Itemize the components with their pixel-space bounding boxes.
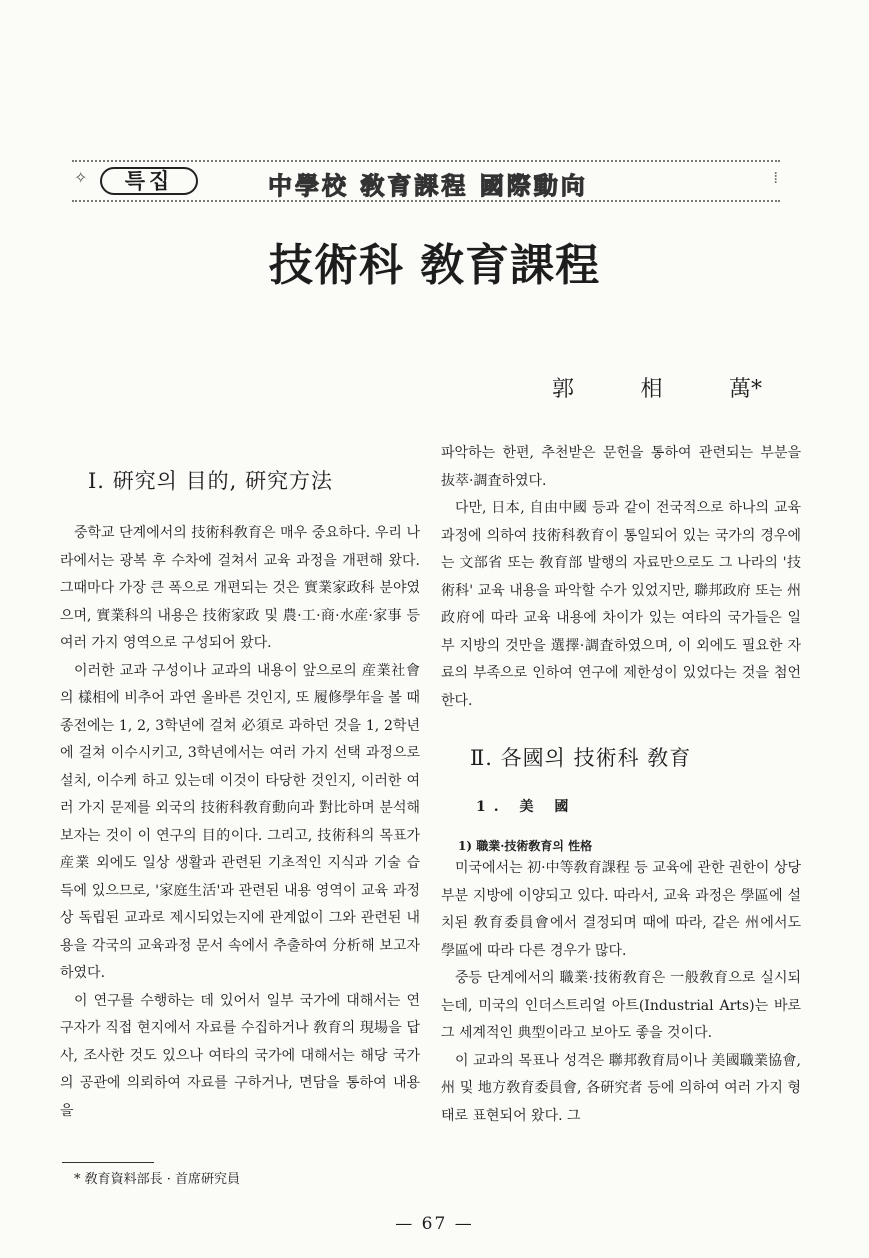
paragraph: 이 교과의 목표나 성격은 聯邦敎育局이나 美國職業協會, 州 및 地方敎育委員會, 各硏究者 등에 의하여 여러 가지 형태로 표현되어 왔다. 그 xyxy=(441,1052,801,1124)
footnote-divider xyxy=(62,1162,154,1163)
special-feature-banner xyxy=(72,160,780,202)
author-name-part: 郭 xyxy=(552,377,575,402)
paragraph: 파악하는 한편, 추천받은 문헌을 통하여 관련되는 부분을 抜萃·調査하였다. xyxy=(441,445,801,489)
footnote: * 敎育資料部長 · 首席硏究員 xyxy=(74,1172,241,1187)
right-column-body-bottom xyxy=(441,855,801,1130)
author-name-part: 萬* xyxy=(728,377,762,402)
section-2-heading: Ⅱ. 各國의 技術科 敎育 xyxy=(470,746,692,770)
article-title: 技術科 敎育課程 xyxy=(268,240,601,291)
left-column-body xyxy=(60,520,420,1125)
paragraph: 이 연구를 수행하는 데 있어서 일부 국가에 대해서는 연구자가 직접 현지에서 자료를 수집하거나 敎育의 現場을 답사, 조사한 것도 있으나 여타의 국가에 대해서는 해당 국가의 공관에 의뢰하여 자료를 구하거나, 면담을 통하여 내용을 xyxy=(60,992,420,1119)
subsection-heading-usa: 1. 美 國 xyxy=(476,799,577,815)
feature-tag: 특집 xyxy=(100,167,198,195)
page-number: — 67 — xyxy=(395,1214,474,1234)
feature-series-title: 中學校 敎育課程 國際動向 xyxy=(268,171,588,200)
banner-end-ornament-icon: ⁞ xyxy=(773,168,778,187)
paragraph: 미국에서는 初·中等敎育課程 등 교육에 관한 권한이 상당 부분 지방에 이양되고 있다. 따라서, 교육 과정은 學區에 설치된 敎育委員會에서 결정되며 때에 따라, 같은 州에서도 學區에 따라 다른 경우가 많다. xyxy=(441,860,801,959)
paragraph: 이러한 교과 구성이나 교과의 내용이 앞으로의 産業社會의 樣相에 비추어 과연 올바른 것인지, 또 履修學年을 볼 때 종전에는 1, 2, 3학년에 걸쳐 必須로 과하던 것을 1, 2학년에 걸쳐 이수시키고, 3학년에서는 여러 가지 선택 과정으로 설치, 이수케 하고 있는데 이것이 타당한 것인지, 이러한 여러 가지 문제를 외국의 技術科敎育動向과 對比하며 분석해 보자는 것이 이 연구의 目的이다. 그리고, 技術科의 목표가 産業 외에도 일상 생활과 관련된 기초적인 지식과 기술 습득에 있으므로, '家庭生活'과 관련된 내용 영역이 교육 과정상 독립된 교과로 제시되었는지에 관계없이 그와 관련된 내용을 각국의 교육과정 문서 속에서 추출하여 分析해 보고자 하였다. xyxy=(60,662,420,981)
right-column-body-top xyxy=(441,440,801,715)
subsubsection-heading: 1) 職業·技術敎育의 性格 xyxy=(458,839,593,853)
section-1-heading: Ⅰ. 硏究의 目的, 硏究方法 xyxy=(88,469,333,493)
paragraph: 중등 단계에서의 職業·技術敎育은 一般敎育으로 실시되는데, 미국의 인더스트리얼 아트(Industrial Arts)는 바로 그 세계적인 典型이라고 보아도 좋을 것이다. xyxy=(441,970,801,1041)
author-name-part: 相 xyxy=(640,377,663,402)
author-name xyxy=(552,372,762,403)
paragraph: 다만, 日本, 自由中國 등과 같이 전국적으로 하나의 교육 과정에 의하여 技術科敎育이 통일되어 있는 국가의 경우에는 文部省 또는 敎育部 발행의 자료만으로도 그 나라의 '技術科' 교육 내용을 파악할 수가 있었지만, 聯邦政府 또는 州政府에 따라 교육 내용에 차이가 있는 여타의 국가들은 일부 지방의 것만을 選擇·調査하였으며, 이 외에도 필요한 자료의 부족으로 인하여 연구에 제한성이 있었다는 것을 첨언한다. xyxy=(441,500,801,709)
star-ornament-icon: ✧ xyxy=(74,168,88,187)
paragraph: 중학교 단계에서의 技術科敎育은 매우 중요하다. 우리 나라에서는 광복 후 수차에 걸쳐서 교육 과정을 개편해 왔다. 그때마다 가장 큰 폭으로 개편되는 것은 實業家政科 분야였으며, 實業科의 내용은 技術家政 및 農·工·商·水産·家事 등 여러 가지 영역으로 구성되어 왔다. xyxy=(60,525,420,651)
